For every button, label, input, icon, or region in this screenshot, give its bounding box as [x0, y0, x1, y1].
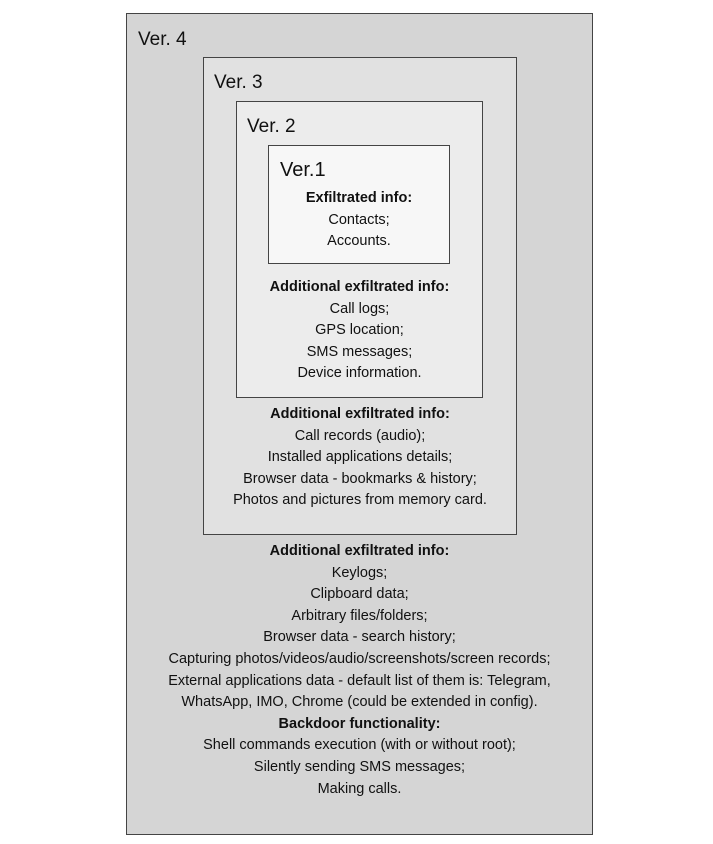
version-2-item: SMS messages;: [306, 343, 413, 360]
version-4-item: Clipboard data;: [310, 586, 409, 603]
version-2-item: Device information.: [297, 365, 422, 382]
version-1-item: Accounts.: [327, 233, 391, 250]
version-3-item: Call records (audio);: [294, 427, 426, 444]
version-4-item: WhatsApp, IMO, Chrome (could be extended in config).: [181, 694, 538, 711]
version-3-info: [203, 404, 517, 512]
version-4-item: Capturing photos/videos/audio/screenshots/screen records;: [168, 650, 551, 667]
version-2-info: [236, 277, 483, 385]
backdoor-heading: Backdoor functionality:: [278, 715, 441, 732]
version-4-info: [126, 541, 593, 800]
version-4-heading: Additional exfiltrated info:: [269, 543, 450, 559]
version-2-title: Ver. 2: [247, 116, 296, 137]
version-3-item: Photos and pictures from memory card.: [233, 492, 487, 509]
version-2-item: GPS location;: [315, 322, 404, 339]
version-3-item: Browser data - bookmarks & history;: [243, 470, 477, 487]
version-3-title: Ver. 3: [214, 72, 263, 93]
version-4-item: External applications data - default list of them is: Telegram,: [168, 672, 551, 689]
version-3-item: Installed applications details;: [267, 449, 453, 466]
version-4-item: Keylogs;: [331, 564, 388, 581]
version-2-heading: Additional exfiltrated info:: [269, 279, 450, 295]
version-2-item: Call logs;: [329, 300, 390, 317]
version-1-info: [268, 188, 450, 253]
version-1-item: Contacts;: [328, 211, 390, 228]
backdoor-item: Silently sending SMS messages;: [253, 758, 466, 775]
version-4-item: Arbitrary files/folders;: [291, 607, 428, 624]
backdoor-item: Shell commands execution (with or without root);: [203, 737, 516, 754]
version-4-item: Browser data - search history;: [263, 629, 456, 646]
version-4-title: Ver. 4: [138, 29, 187, 50]
version-1-heading: Exfiltrated info:: [305, 190, 413, 206]
backdoor-item: Making calls.: [317, 780, 402, 797]
version-3-heading: Additional exfiltrated info:: [270, 406, 450, 422]
version-1-title: Ver.1: [280, 159, 326, 181]
